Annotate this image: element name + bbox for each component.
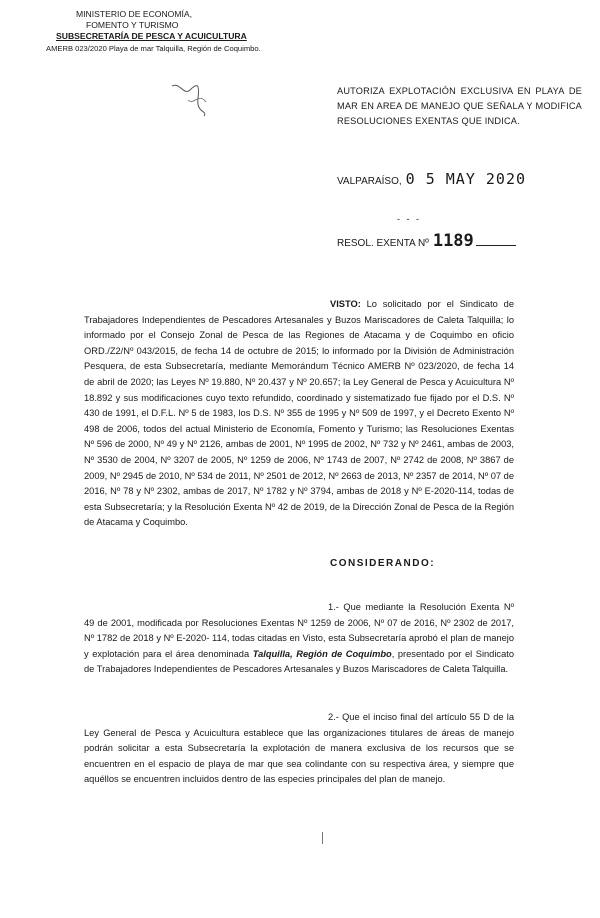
p1-text-a: Que mediante la Resolución Exenta Nº 49 de 2001, modificada por Resoluciones Exentas Nº 1259 de 2006, Nº 07 de 2016, Nº 2302 de 2017, Nº 1782 de 2018 y Nº E-2020- 114, todas citadas en Visto, esta Subsecretaría aprobó el plan de manejo y explotación para el área denominada xyxy=(84,602,514,659)
p1-area-name: Talquilla, Región de Coquimbo xyxy=(252,648,392,659)
p2-number: 2.- xyxy=(328,712,339,722)
considerando-paragraph-1 xyxy=(84,600,514,678)
p1-text-b: , presentado por el Sindicato de Trabajadores Independientes de Pescadores Artesanales y Buzos Mariscadores de Caleta Talquilla. xyxy=(84,648,514,675)
p2-text: Que el inciso final del artículo 55 D de la Ley General de Pesca y Acuicultura establece que las organizaciones titulares de áreas de manejo podrán solicitar a esta Subsecretaría la explotación de manera exclusiva de los recursos que se encuentren en el espacio de playa de mar que sea colindante con su respectiva área, y siempre que aquéllos se encuentren incluidos dentro de las especies principales del plan de manejo. xyxy=(84,712,514,785)
visto-body: Trabajadores Independientes de Pescadores Artesanales y Buzos Mariscadores de Caleta Talquilla; lo informado por el Consejo Zonal de Pesca de las Regiones de Atacama y de Coquimbo en oficio ORD./Z2/Nº 043/2015, de fecha 14 de octubre de 2015; lo informado por la División de Administración Pesquera, de esta Subsecretaría, mediante Memorándum Técnico AMERB Nº 023/2020, de fecha 14 de abril de 2020; las Leyes Nº 19.880, Nº 20.437 y Nº 20.657; la Ley General de Pesca y Acuicultura Nº 18.892 y sus modificaciones cuyo texto refundido, coordinado y sistematizado fue fijado por el D.S. Nº 430 de 1991, el D.F.L. Nº 5 de 1983, los D.S. Nº 355 de 1995 y Nº 509 de 1997, y el Decreto Exento Nº 498 de 2006, todos del actual Ministerio de Economía, Fomento y Turismo; las Resoluciones Exentas Nº 596 de 2000, Nº 49 y Nº 2126, ambas de 2001, Nº 1995 de 2002, Nº 732 y Nº 2461, ambas de 2003, Nº 3530 de 2004, Nº 3207 de 2005, Nº 1259 de 2006, Nº 1743 de 2007, Nº 2742 de 2008, Nº 3867 de 2009, Nº 2945 de 2010, Nº 534 de 2011, Nº 2501 de 2012, Nº 2663 de 2013, Nº 2357 de 2014, Nº 07 de 2016, Nº 78 y Nº 2302, ambas de 2017, Nº 1782 y Nº 3794, ambas de 2018 y Nº E-2020-114, todas de esta Subsecretaría; y la Resolución Exenta Nº 42 de 2019, de la Dirección Zonal de Pesca de la Región de Atacama y Coquimbo. xyxy=(84,314,514,528)
ministry-line2: FOMENTO Y TURISMO xyxy=(86,20,179,31)
visto-heading: VISTO: xyxy=(330,299,361,309)
city-label: VALPARAÍSO, xyxy=(337,176,402,187)
place-date xyxy=(337,170,526,188)
p1-number: 1.- xyxy=(328,602,339,612)
ministry-line1: MINISTERIO DE ECONOMÍA, xyxy=(76,9,193,19)
signature-scribble-icon xyxy=(168,80,224,120)
issue-date: 0 5 MAY 2020 xyxy=(405,170,527,188)
number-underline xyxy=(476,245,516,246)
visto-paragraph xyxy=(84,297,514,531)
considerando-heading: CONSIDERANDO: xyxy=(330,558,436,569)
dash-mark: - - - xyxy=(397,214,421,224)
resolution-label: RESOL. EXENTA Nº xyxy=(337,238,429,249)
page-mark xyxy=(322,832,323,844)
considerando-paragraph-2 xyxy=(84,710,514,788)
resolution-number-line xyxy=(337,231,516,251)
subsecretaria-name: SUBSECRETARÍA DE PESCA Y ACUICULTURA xyxy=(56,31,247,42)
document-title: AUTORIZA EXPLOTACIÓN EXCLUSIVA EN PLAYA DE MAR EN AREA DE MANEJO QUE SEÑALA Y MODIFICA RESOLUCIONES EXENTAS QUE INDICA. xyxy=(337,86,582,126)
resolution-number: 1189 xyxy=(432,231,474,251)
reference-line: AMERB 023/2020 Playa de mar Talquilla, Región de Coquimbo. xyxy=(46,43,261,53)
visto-first: Lo solicitado por el Sindicato de xyxy=(366,299,514,309)
letterhead xyxy=(46,9,261,54)
